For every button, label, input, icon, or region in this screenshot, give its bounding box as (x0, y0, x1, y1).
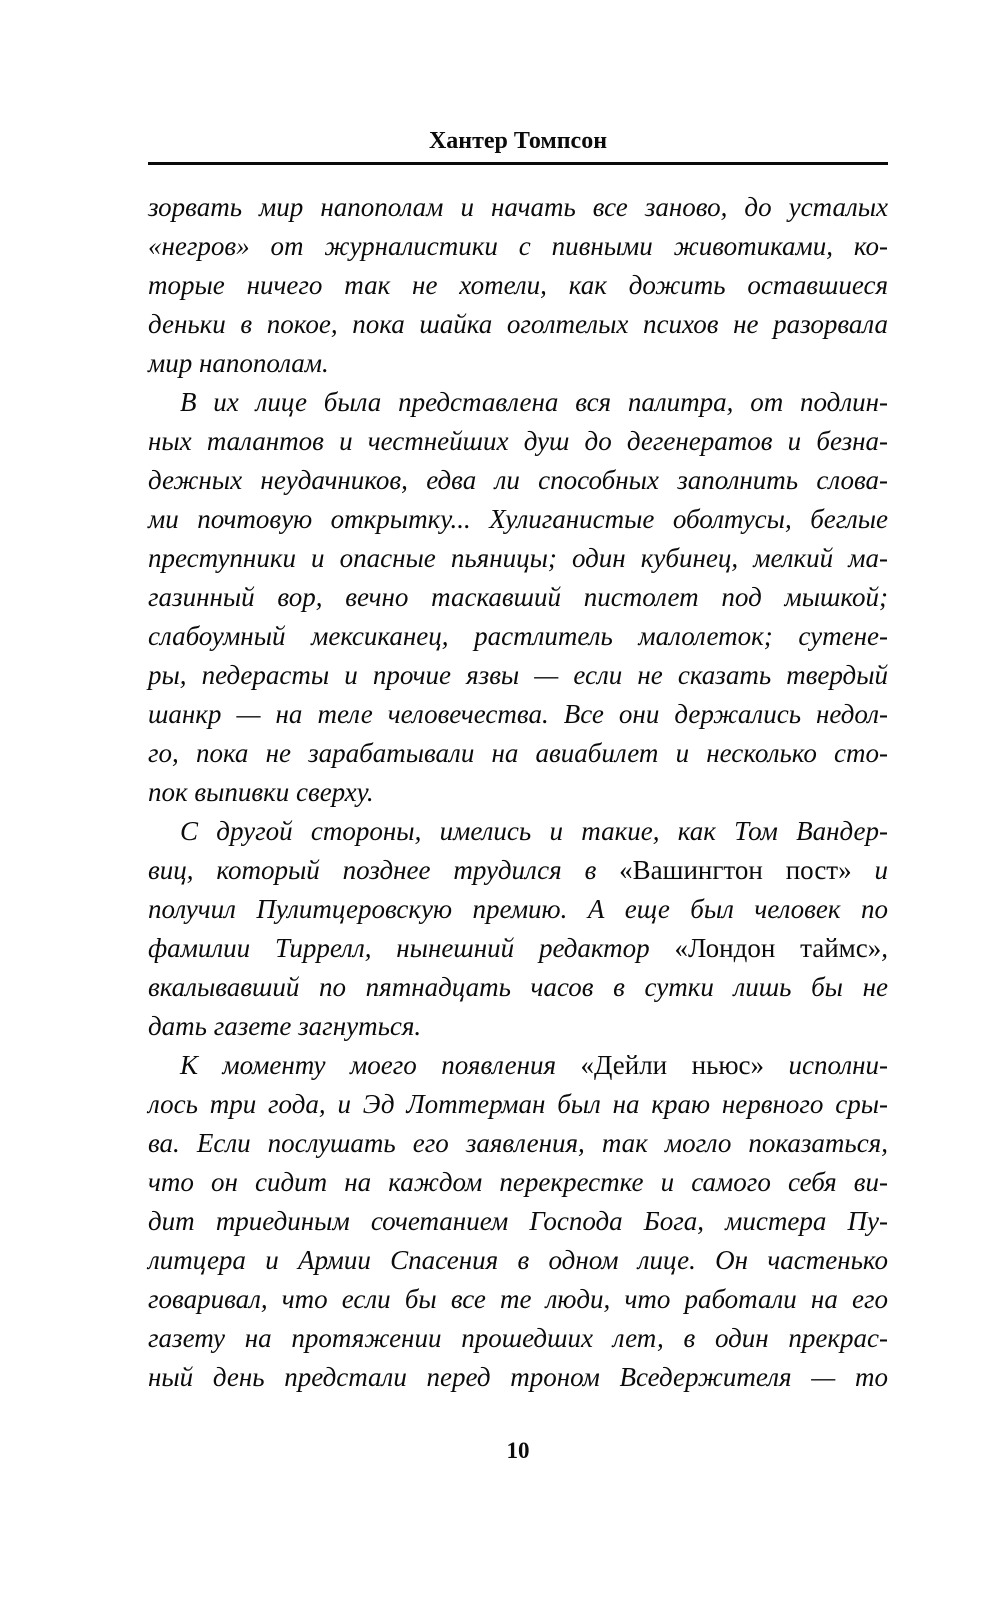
italic-text-run: литцера и Армии Спасения в одном лице. Он частенько (148, 1245, 888, 1275)
text-line (148, 812, 888, 851)
text-line (148, 695, 888, 734)
italic-text-run: пок выпивки сверху. (148, 777, 374, 807)
text-line (148, 968, 888, 1007)
italic-text-run: С другой стороны, имелись и такие, как Том Вандер- (180, 816, 888, 846)
italic-text-run: В их лице была представлена вся палитра, от подлин- (180, 387, 888, 417)
text-line (148, 890, 888, 929)
header-rule-divider (148, 162, 888, 165)
italic-text-run: ва. Если послушать его заявления, так могло показаться, (148, 1128, 888, 1158)
text-line (148, 383, 888, 422)
italic-text-run: слабоумный мексиканец, растлитель малолеток; сутене- (148, 621, 888, 651)
text-line (148, 305, 888, 344)
italic-text-run: фамилии Тиррелл, нынешний редактор (148, 933, 675, 963)
text-line (148, 1046, 888, 1085)
italic-text-run: что он сидит на каждом перекрестке и самого себя ви- (148, 1167, 888, 1197)
paragraph (148, 1046, 888, 1397)
text-line (148, 344, 888, 383)
italic-text-run: ный день предстали перед троном Вседержителя — то (148, 1362, 888, 1392)
roman-text-run: «Лондон таймс» (674, 933, 882, 963)
text-line (148, 617, 888, 656)
italic-text-run: газинный вор, вечно таскавший пистолет под мышкой; (148, 582, 888, 612)
text-line (148, 734, 888, 773)
text-line (148, 1241, 888, 1280)
text-line (148, 1124, 888, 1163)
italic-text-run: виц, который позднее трудился в (148, 855, 620, 885)
italic-text-run: дит триединым сочетанием Господа Бога, мистера Пу- (148, 1206, 888, 1236)
italic-text-run: мир напополам. (148, 348, 329, 378)
text-line (148, 851, 888, 890)
italic-text-run: газету на протяжении прошедших лет, в один прекрас- (148, 1323, 888, 1353)
text-line (148, 266, 888, 305)
italic-text-run: ры, педерасты и прочие язвы — если не сказать твердый (148, 660, 888, 690)
text-line (148, 656, 888, 695)
text-line (148, 1319, 888, 1358)
italic-text-run: говаривал, что если бы все те люди, что работали на его (148, 1284, 888, 1314)
page-body (148, 188, 888, 1397)
italic-text-run: зорвать мир напополам и начать все заново, до усталых (148, 192, 888, 222)
italic-text-run: , (881, 933, 888, 963)
text-line (148, 1280, 888, 1319)
italic-text-run: «негров» от журналистики с пивными животиками, ко- (148, 231, 888, 261)
text-line (148, 1202, 888, 1241)
text-line (148, 1085, 888, 1124)
roman-text-run: «Вашингтон пост» (619, 855, 852, 885)
text-line (148, 578, 888, 617)
italic-text-run: преступники и опасные пьяницы; один кубинец, мелкий ма- (148, 543, 888, 573)
running-header-title: Хантер Томпсон (428, 128, 608, 154)
italic-text-run: получил Пулитцеровскую премию. А еще был человек по (148, 894, 888, 924)
italic-text-run: вкалывавший по пятнадцать часов в сутки лишь бы не (148, 972, 888, 1002)
italic-text-run: лось три года, и Эд Лоттерман был на краю нервного сры- (148, 1089, 888, 1119)
paragraph (148, 188, 888, 383)
italic-text-run: дежных неудачников, едва ли способных заполнить слова- (148, 465, 888, 495)
text-line (148, 539, 888, 578)
text-line (148, 500, 888, 539)
paragraph (148, 383, 888, 812)
italic-text-run: дать газете загнуться. (148, 1011, 422, 1041)
italic-text-run: деньки в покое, пока шайка оголтелых психов не разорвала (148, 309, 888, 339)
text-line (148, 1163, 888, 1202)
text-line (148, 227, 888, 266)
italic-text-run: го, пока не зарабатывали на авиабилет и несколько сто- (148, 738, 888, 768)
paragraph (148, 812, 888, 1046)
page-content (148, 0, 888, 1464)
italic-text-run: торые ничего так не хотели, как дожить оставшиеся (148, 270, 888, 300)
text-line (148, 1358, 888, 1397)
italic-text-run: К моменту моего появления (180, 1050, 581, 1080)
text-line (148, 422, 888, 461)
text-line (148, 188, 888, 227)
italic-text-run: и (851, 855, 888, 885)
text-line (148, 461, 888, 500)
italic-text-run: ных талантов и честнейших душ до дегенератов и безна- (148, 426, 888, 456)
text-line (148, 929, 888, 968)
page-number: 10 (506, 1438, 530, 1463)
text-line (148, 773, 888, 812)
italic-text-run: ми почтовую открытку... Хулиганистые оболтусы, беглые (148, 504, 888, 534)
italic-text-run: шанкр — на теле человечества. Все они держались недол- (148, 699, 888, 729)
text-line (148, 1007, 888, 1046)
italic-text-run: исполни- (764, 1050, 888, 1080)
roman-text-run: «Дейли ньюс» (580, 1050, 765, 1080)
